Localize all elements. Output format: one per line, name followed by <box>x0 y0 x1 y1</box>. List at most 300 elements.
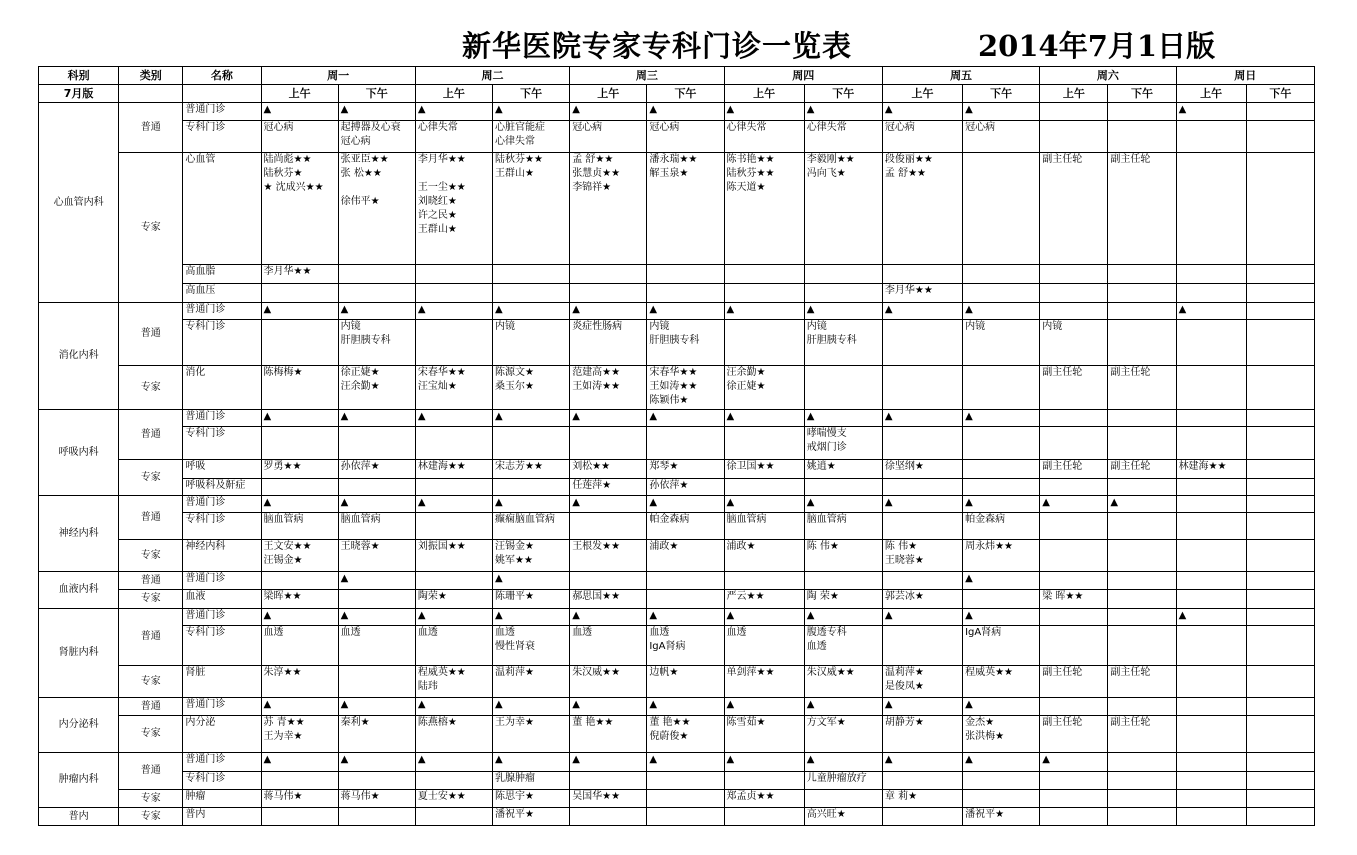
schedule-cell <box>1040 572 1108 590</box>
schedule-cell <box>1246 698 1314 716</box>
schedule-cell <box>415 808 492 826</box>
schedule-cell <box>1176 753 1246 772</box>
table-row <box>39 698 1315 716</box>
schedule-cell: ▲ <box>804 303 882 320</box>
header-pm: 下午 <box>1246 85 1314 103</box>
schedule-cell <box>1108 479 1176 496</box>
schedule-cell: 潘永瑞★★ 解玉泉★ <box>647 153 724 265</box>
schedule-cell <box>647 284 724 303</box>
schedule-cell: ▲ <box>261 609 338 626</box>
table-row <box>39 410 1315 427</box>
schedule-cell <box>415 320 492 366</box>
clinic-name-cell: 专科门诊 <box>183 320 261 366</box>
schedule-cell <box>1040 121 1108 153</box>
clinic-name-cell: 普通门诊 <box>183 303 261 320</box>
schedule-cell: 心律失常 <box>724 121 804 153</box>
header-blank <box>183 85 261 103</box>
header-type: 类别 <box>119 67 183 85</box>
type-cell: 专家 <box>119 590 183 609</box>
schedule-cell <box>1246 540 1314 572</box>
schedule-cell <box>1040 303 1108 320</box>
schedule-cell: 汪余勤★ 徐正婕★ <box>724 366 804 410</box>
schedule-cell: 温莉萍★ 是俊凤★ <box>882 666 962 698</box>
schedule-cell: ▲ <box>724 303 804 320</box>
clinic-name-cell: 普通门诊 <box>183 103 261 121</box>
schedule-cell <box>963 772 1040 790</box>
schedule-cell: 陈源文★ 桑玉尔★ <box>493 366 570 410</box>
header-pm: 下午 <box>1108 85 1176 103</box>
schedule-cell: ▲ <box>1176 303 1246 320</box>
schedule-cell <box>1108 121 1176 153</box>
schedule-cell: 副主任轮 <box>1108 666 1176 698</box>
schedule-cell <box>1246 410 1314 427</box>
type-cell: 普通 <box>119 753 183 790</box>
schedule-cell: 林建海★★ <box>1176 460 1246 479</box>
schedule-cell <box>1040 808 1108 826</box>
schedule-cell <box>1040 790 1108 808</box>
schedule-cell: 蒋马伟★ <box>261 790 338 808</box>
schedule-cell <box>1108 772 1176 790</box>
schedule-cell <box>338 590 415 609</box>
schedule-cell: ▲ <box>724 753 804 772</box>
schedule-cell: 血透 <box>570 626 647 666</box>
schedule-cell: 副主任轮 <box>1108 366 1176 410</box>
schedule-cell <box>570 427 647 460</box>
schedule-cell: 徐正婕★ 汪余勤★ <box>338 366 415 410</box>
schedule-cell: ▲ <box>647 303 724 320</box>
schedule-cell: 孙依萍★ <box>338 460 415 479</box>
schedule-cell <box>724 284 804 303</box>
schedule-cell: ▲ <box>882 496 962 513</box>
schedule-cell: ▲ <box>261 303 338 320</box>
schedule-cell: ▲ <box>338 103 415 121</box>
schedule-cell <box>1246 320 1314 366</box>
schedule-cell <box>804 265 882 284</box>
schedule-cell: 血透 IgA肾病 <box>647 626 724 666</box>
header-day: 周六 <box>1040 67 1176 85</box>
schedule-cell <box>1108 265 1176 284</box>
schedule-cell <box>1176 698 1246 716</box>
clinic-name-cell: 血液 <box>183 590 261 609</box>
table-row <box>39 666 1315 698</box>
schedule-cell <box>261 772 338 790</box>
schedule-cell: 徐卫国★★ <box>724 460 804 479</box>
schedule-cell: ▲ <box>493 103 570 121</box>
clinic-name-cell: 专科门诊 <box>183 513 261 540</box>
schedule-cell <box>882 320 962 366</box>
schedule-cell: 徐坚纲★ <box>882 460 962 479</box>
header-name: 名称 <box>183 67 261 85</box>
clinic-name-cell: 心血管 <box>183 153 261 265</box>
schedule-table <box>38 66 1315 826</box>
schedule-cell: 冠心病 <box>570 121 647 153</box>
schedule-cell <box>1108 590 1176 609</box>
table-row <box>39 540 1315 572</box>
schedule-cell: 宋春华★★ 汪宝灿★ <box>415 366 492 410</box>
schedule-cell <box>804 366 882 410</box>
dept-cell: 肾脏内科 <box>39 609 119 698</box>
schedule-cell <box>261 427 338 460</box>
schedule-cell <box>1176 572 1246 590</box>
schedule-cell: ▲ <box>570 753 647 772</box>
schedule-cell: IgA肾病 <box>963 626 1040 666</box>
schedule-cell: 宋志芳★★ <box>493 460 570 479</box>
schedule-cell: ▲ <box>647 496 724 513</box>
schedule-cell <box>338 427 415 460</box>
schedule-cell <box>1176 153 1246 265</box>
clinic-name-cell: 专科门诊 <box>183 121 261 153</box>
schedule-cell: ▲ <box>804 609 882 626</box>
type-cell: 普通 <box>119 410 183 460</box>
schedule-cell <box>338 666 415 698</box>
clinic-name-cell: 专科门诊 <box>183 427 261 460</box>
schedule-cell: 冠心病 <box>647 121 724 153</box>
schedule-cell: 血透 <box>415 626 492 666</box>
schedule-cell <box>804 790 882 808</box>
schedule-cell: 陆尚彪★★ 陆秋芬★ ★ 沈成兴★★ <box>261 153 338 265</box>
schedule-cell: 脑血管病 <box>804 513 882 540</box>
type-cell: 普通 <box>119 496 183 540</box>
schedule-cell <box>338 479 415 496</box>
clinic-name-cell: 消化 <box>183 366 261 410</box>
table-row <box>39 121 1315 153</box>
schedule-cell: ▲ <box>338 698 415 716</box>
schedule-cell: ▲ <box>570 410 647 427</box>
schedule-cell: 心脏官能症 心律失常 <box>493 121 570 153</box>
schedule-cell <box>1176 427 1246 460</box>
schedule-cell <box>261 479 338 496</box>
table-row <box>39 513 1315 540</box>
schedule-cell: 帕金森病 <box>647 513 724 540</box>
schedule-cell <box>1246 716 1314 753</box>
table-row <box>39 716 1315 753</box>
schedule-cell <box>724 427 804 460</box>
schedule-cell: 副主任轮 <box>1040 153 1108 265</box>
schedule-cell: 浦政★ <box>724 540 804 572</box>
header-day: 周五 <box>882 67 1039 85</box>
clinic-name-cell: 普通门诊 <box>183 410 261 427</box>
schedule-cell <box>1040 479 1108 496</box>
schedule-cell <box>963 590 1040 609</box>
schedule-cell: 李月华★★ 王一尘★★ 刘晓红★ 许之民★ 王群山★ <box>415 153 492 265</box>
schedule-cell: ▲ <box>570 103 647 121</box>
table-row <box>39 427 1315 460</box>
schedule-cell: 内镜 肝胆胰专科 <box>647 320 724 366</box>
type-cell: 专家 <box>119 716 183 753</box>
schedule-cell: ▲ <box>570 303 647 320</box>
schedule-cell <box>963 265 1040 284</box>
schedule-cell: 程威英★★ 陆玮 <box>415 666 492 698</box>
header-blank <box>119 85 183 103</box>
schedule-cell: ▲ <box>1108 496 1176 513</box>
schedule-cell <box>1108 540 1176 572</box>
schedule-cell <box>493 265 570 284</box>
schedule-cell <box>1176 772 1246 790</box>
schedule-cell: 范建高★★ 王如涛★★ <box>570 366 647 410</box>
schedule-cell: 刘松★★ <box>570 460 647 479</box>
schedule-cell <box>1040 626 1108 666</box>
type-cell: 普通 <box>119 103 183 153</box>
schedule-cell <box>1176 590 1246 609</box>
schedule-cell: 罗勇★★ <box>261 460 338 479</box>
schedule-cell: 浦政★ <box>647 540 724 572</box>
table-row <box>39 460 1315 479</box>
type-cell: 专家 <box>119 540 183 572</box>
schedule-cell: 陈雪茹★ <box>724 716 804 753</box>
schedule-cell <box>647 572 724 590</box>
schedule-cell: 血透 慢性肾衰 <box>493 626 570 666</box>
header-am: 上午 <box>1176 85 1246 103</box>
table-row <box>39 496 1315 513</box>
schedule-cell: ▲ <box>724 698 804 716</box>
table-row <box>39 626 1315 666</box>
schedule-cell <box>1108 698 1176 716</box>
schedule-cell <box>963 153 1040 265</box>
schedule-cell <box>261 572 338 590</box>
dept-cell: 消化内科 <box>39 303 119 410</box>
schedule-cell <box>261 284 338 303</box>
schedule-cell <box>338 772 415 790</box>
schedule-cell: ▲ <box>261 410 338 427</box>
schedule-cell: ▲ <box>724 496 804 513</box>
table-row <box>39 753 1315 772</box>
schedule-cell: 方文军★ <box>804 716 882 753</box>
schedule-cell: ▲ <box>724 103 804 121</box>
schedule-cell <box>724 479 804 496</box>
table-row <box>39 320 1315 366</box>
schedule-cell: 孟 舒★★ 张慧贞★★ 李锦祥★ <box>570 153 647 265</box>
schedule-cell <box>493 427 570 460</box>
schedule-cell <box>338 265 415 284</box>
schedule-cell <box>1040 284 1108 303</box>
schedule-cell <box>647 427 724 460</box>
schedule-cell: 陈 伟★ <box>804 540 882 572</box>
schedule-cell <box>1176 366 1246 410</box>
clinic-name-cell: 普通门诊 <box>183 753 261 772</box>
schedule-cell: 陈书艳★★ 陆秋芬★★ 陈天道★ <box>724 153 804 265</box>
schedule-cell: 郝思国★★ <box>570 590 647 609</box>
schedule-cell <box>1108 790 1176 808</box>
schedule-cell: ▲ <box>963 410 1040 427</box>
type-cell: 专家 <box>119 460 183 496</box>
table-row <box>39 772 1315 790</box>
schedule-cell <box>882 572 962 590</box>
schedule-cell: 陆秋芬★★ 王群山★ <box>493 153 570 265</box>
schedule-cell: 郭芸冰★ <box>882 590 962 609</box>
schedule-cell <box>570 572 647 590</box>
schedule-cell <box>1246 121 1314 153</box>
schedule-cell <box>1176 626 1246 666</box>
schedule-cell <box>1108 753 1176 772</box>
schedule-cell: 副主任轮 <box>1108 716 1176 753</box>
header-day: 周一 <box>261 67 415 85</box>
schedule-cell: 李月华★★ <box>261 265 338 284</box>
table-row <box>39 284 1315 303</box>
schedule-cell: 心律失常 <box>415 121 492 153</box>
schedule-cell <box>1246 808 1314 826</box>
table-row <box>39 790 1315 808</box>
schedule-cell: 冠心病 <box>882 121 962 153</box>
schedule-cell <box>963 366 1040 410</box>
schedule-cell <box>1246 753 1314 772</box>
schedule-cell: 脑血管病 <box>338 513 415 540</box>
type-cell: 普通 <box>119 572 183 590</box>
schedule-cell: 夏士安★★ <box>415 790 492 808</box>
header-dept: 科别 <box>39 67 119 85</box>
schedule-cell: ▲ <box>338 609 415 626</box>
schedule-cell <box>647 772 724 790</box>
header-pm: 下午 <box>963 85 1040 103</box>
table-row <box>39 265 1315 284</box>
schedule-cell <box>882 427 962 460</box>
schedule-cell <box>415 427 492 460</box>
header-am: 上午 <box>882 85 962 103</box>
clinic-name-cell: 专科门诊 <box>183 772 261 790</box>
clinic-name-cell: 呼吸 <box>183 460 261 479</box>
header-pm: 下午 <box>647 85 724 103</box>
schedule-cell <box>1108 303 1176 320</box>
schedule-cell: ▲ <box>963 496 1040 513</box>
schedule-cell: ▲ <box>493 572 570 590</box>
clinic-name-cell: 专科门诊 <box>183 626 261 666</box>
dept-cell: 普内 <box>39 808 119 826</box>
table-row <box>39 808 1315 826</box>
schedule-cell: 陈珊平★ <box>493 590 570 609</box>
type-cell: 普通 <box>119 609 183 666</box>
schedule-cell <box>1176 320 1246 366</box>
schedule-cell: 周永炜★★ <box>963 540 1040 572</box>
header-month-version: 7月版 <box>39 85 119 103</box>
schedule-cell <box>724 320 804 366</box>
schedule-cell <box>804 284 882 303</box>
clinic-name-cell: 普内 <box>183 808 261 826</box>
version-label: 2014年7月1日版 <box>978 29 1216 63</box>
schedule-cell: 李毅刚★★ 冯向飞★ <box>804 153 882 265</box>
schedule-cell: 章 莉★ <box>882 790 962 808</box>
schedule-cell: ▲ <box>724 609 804 626</box>
dept-cell: 呼吸内科 <box>39 410 119 496</box>
schedule-cell <box>570 772 647 790</box>
schedule-cell <box>647 790 724 808</box>
schedule-cell <box>1246 666 1314 698</box>
table-row <box>39 479 1315 496</box>
schedule-cell: ▲ <box>415 103 492 121</box>
schedule-cell: ▲ <box>493 753 570 772</box>
clinic-name-cell: 普通门诊 <box>183 609 261 626</box>
clinic-name-cell: 普通门诊 <box>183 572 261 590</box>
schedule-cell: 金杰★ 张洪梅★ <box>963 716 1040 753</box>
schedule-cell <box>1246 366 1314 410</box>
schedule-cell <box>1108 284 1176 303</box>
header-am: 上午 <box>724 85 804 103</box>
schedule-cell <box>1108 609 1176 626</box>
schedule-cell: 血透 <box>724 626 804 666</box>
dept-cell: 神经内科 <box>39 496 119 572</box>
schedule-cell: 朱汉威★★ <box>570 666 647 698</box>
clinic-name-cell: 肾脏 <box>183 666 261 698</box>
schedule-cell: ▲ <box>338 496 415 513</box>
clinic-name-cell: 普通门诊 <box>183 698 261 716</box>
schedule-cell <box>1246 153 1314 265</box>
schedule-cell: ▲ <box>415 303 492 320</box>
schedule-cell: 李月华★★ <box>882 284 962 303</box>
header-day: 周三 <box>570 67 724 85</box>
schedule-cell: ▲ <box>493 609 570 626</box>
schedule-cell <box>1040 609 1108 626</box>
schedule-cell <box>724 572 804 590</box>
clinic-name-cell: 高血压 <box>183 284 261 303</box>
schedule-cell: 边帆★ <box>647 666 724 698</box>
schedule-cell <box>882 265 962 284</box>
schedule-cell <box>1176 265 1246 284</box>
schedule-cell <box>963 427 1040 460</box>
schedule-cell: ▲ <box>804 410 882 427</box>
type-cell: 专家 <box>119 666 183 698</box>
schedule-cell <box>882 626 962 666</box>
schedule-cell: 单剑萍★★ <box>724 666 804 698</box>
clinic-name-cell: 内分泌 <box>183 716 261 753</box>
schedule-cell: 苏 青★★ 王为幸★ <box>261 716 338 753</box>
schedule-cell <box>882 772 962 790</box>
schedule-cell: ▲ <box>338 572 415 590</box>
schedule-cell <box>415 772 492 790</box>
schedule-cell: 炎症性肠病 <box>570 320 647 366</box>
schedule-cell <box>1108 320 1176 366</box>
schedule-cell: ▲ <box>882 303 962 320</box>
dept-cell: 肿瘤内科 <box>39 753 119 808</box>
schedule-cell: 高兴旺★ <box>804 808 882 826</box>
schedule-cell <box>415 572 492 590</box>
schedule-cell: 郑琴★ <box>647 460 724 479</box>
schedule-cell <box>570 265 647 284</box>
schedule-cell: ▲ <box>493 496 570 513</box>
schedule-cell: 陈 伟★ 王晓蓉★ <box>882 540 962 572</box>
schedule-cell <box>1108 626 1176 666</box>
schedule-cell <box>493 284 570 303</box>
schedule-cell: ▲ <box>882 609 962 626</box>
schedule-cell: 张亚臣★★ 张 松★★ 徐伟平★ <box>338 153 415 265</box>
schedule-cell: ▲ <box>1176 609 1246 626</box>
schedule-cell: 副主任轮 <box>1040 460 1108 479</box>
schedule-cell <box>1246 284 1314 303</box>
schedule-cell: 陈梅梅★ <box>261 366 338 410</box>
schedule-cell: 副主任轮 <box>1108 460 1176 479</box>
schedule-cell: ▲ <box>963 572 1040 590</box>
clinic-name-cell: 肿瘤 <box>183 790 261 808</box>
schedule-cell <box>1108 513 1176 540</box>
schedule-cell <box>1176 808 1246 826</box>
schedule-cell: ▲ <box>415 609 492 626</box>
schedule-cell <box>1246 303 1314 320</box>
schedule-cell <box>724 265 804 284</box>
schedule-cell <box>1246 427 1314 460</box>
schedule-cell <box>1108 427 1176 460</box>
schedule-cell: 孙依萍★ <box>647 479 724 496</box>
schedule-cell <box>963 790 1040 808</box>
schedule-cell <box>1246 103 1314 121</box>
schedule-cell: ▲ <box>570 609 647 626</box>
dept-cell: 血液内科 <box>39 572 119 609</box>
schedule-cell: ▲ <box>647 753 724 772</box>
schedule-cell: ▲ <box>1176 103 1246 121</box>
schedule-cell: ▲ <box>963 753 1040 772</box>
schedule-cell: 林建海★★ <box>415 460 492 479</box>
schedule-cell: 任莲萍★ <box>570 479 647 496</box>
schedule-cell <box>1176 121 1246 153</box>
schedule-cell: 帕金森病 <box>963 513 1040 540</box>
schedule-cell <box>493 479 570 496</box>
schedule-cell: ▲ <box>261 698 338 716</box>
